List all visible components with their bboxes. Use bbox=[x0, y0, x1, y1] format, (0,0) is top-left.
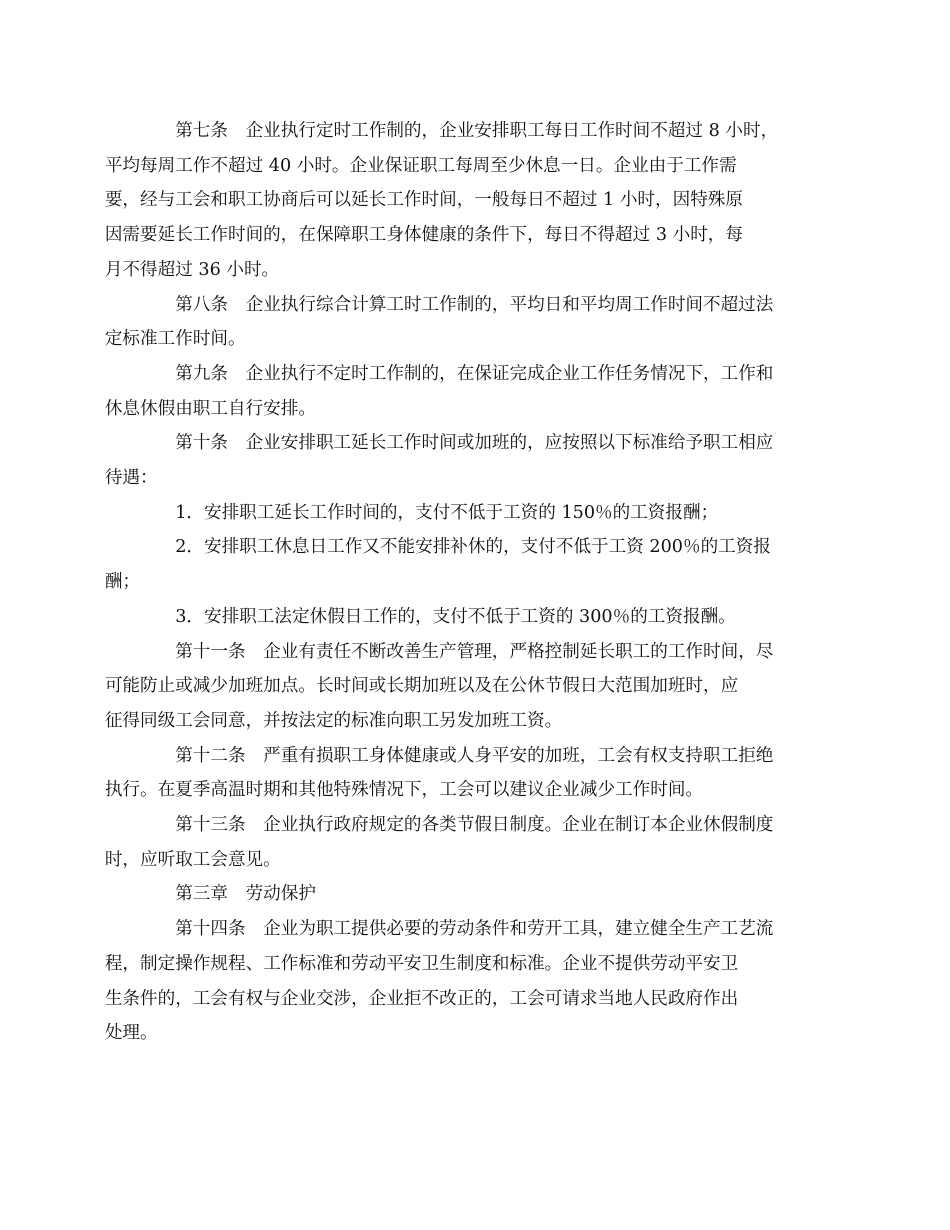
text-line: 第八条 企业执行综合计算工时工作制的，平均日和平均周工作时间不超过法 bbox=[175, 294, 774, 315]
text-line: 休息休假由职工自行安排。 bbox=[104, 398, 316, 419]
text-line: 第十条 企业安排职工延长工作时间或加班的，应按照以下标准给予职工相应 bbox=[175, 433, 774, 454]
text-line: 生条件的，工会有权与企业交涉，企业拒不改正的，工会可请求当地人民政府作出 bbox=[104, 988, 739, 1009]
text-line: 要，经与工会和职工协商后可以延长工作时间，一般每日不超过 1 小时，因特殊原 bbox=[104, 190, 743, 211]
article-13-paragraph bbox=[104, 808, 812, 877]
text-line: 3．安排职工法定休假日工作的，支付不低于工资的 300％的工资报酬。 bbox=[175, 606, 736, 627]
chapter-heading-text: 第三章 劳动保护 bbox=[175, 884, 316, 905]
text-line: 1．安排职工延长工作时间的，支付不低于工资的 150％的工资报酬； bbox=[175, 502, 719, 523]
text-line: 第十四条 企业为职工提供必要的劳动条件和劳开工具，建立健全生产工艺流 bbox=[175, 919, 774, 940]
text-line: 因需要延长工作时间的，在保障职工身体健康的条件下，每日不得超过 3 小时，每 bbox=[104, 225, 743, 246]
text-line: 月不得超过 36 小时。 bbox=[104, 259, 280, 280]
text-line: 时，应听取工会意见。 bbox=[104, 849, 281, 870]
article-8-paragraph bbox=[104, 288, 812, 357]
text-line: 执行。在夏季高温时期和其他特殊情况下，工会可以建议企业减少工作时间。 bbox=[104, 780, 704, 801]
text-line: 第九条 企业执行不定时工作制的，在保证完成企业工作任务情况下，工作和 bbox=[175, 363, 774, 384]
document-body bbox=[104, 114, 812, 1051]
text-line: 待遇： bbox=[104, 468, 158, 489]
chapter-3-heading bbox=[140, 877, 812, 912]
list-item-1 bbox=[140, 496, 812, 531]
text-line: 征得同级工会同意，并按法定的标准向职工另发加班工资。 bbox=[104, 710, 563, 731]
text-line: 第十二条 严重有损职工身体健康或人身平安的加班，工会有权支持职工拒绝 bbox=[175, 745, 774, 766]
article-12-paragraph bbox=[104, 739, 812, 808]
text-line: 第七条 企业执行定时工作制的，企业安排职工每日工作时间不超过 8 小时， bbox=[175, 121, 779, 141]
list-item-2 bbox=[104, 530, 812, 599]
text-line: 程，制定操作规程、工作标准和劳动平安卫生制度和标准。企业不提供劳动平安卫 bbox=[104, 953, 739, 974]
text-line: 定标准工作时间。 bbox=[104, 329, 246, 350]
text-line: 酬； bbox=[104, 572, 141, 593]
article-9-paragraph bbox=[104, 357, 812, 426]
text-line: 可能防止或减少加班加点。长时间或长期加班以及在公休节假日大范围加班时，应 bbox=[104, 676, 739, 697]
article-7-paragraph bbox=[104, 114, 812, 288]
text-line: 处理。 bbox=[104, 1023, 158, 1044]
text-line: 第十三条 企业执行政府规定的各类节假日制度。企业在制订本企业休假制度 bbox=[175, 815, 774, 836]
article-14-paragraph bbox=[104, 912, 812, 1051]
text-line: 2．安排职工休息日工作又不能安排补休的，支付不低于工资 200％的工资报 bbox=[175, 537, 771, 558]
list-item-3 bbox=[140, 600, 812, 635]
text-line: 平均每周工作不超过 40 小时。企业保证职工每周至少休息一日。企业由于工作需 bbox=[104, 155, 737, 176]
article-11-paragraph bbox=[104, 635, 812, 739]
article-10-paragraph bbox=[104, 426, 812, 495]
text-line: 第十一条 企业有责任不断改善生产管理，严格控制延长职工的工作时间，尽 bbox=[175, 641, 774, 662]
